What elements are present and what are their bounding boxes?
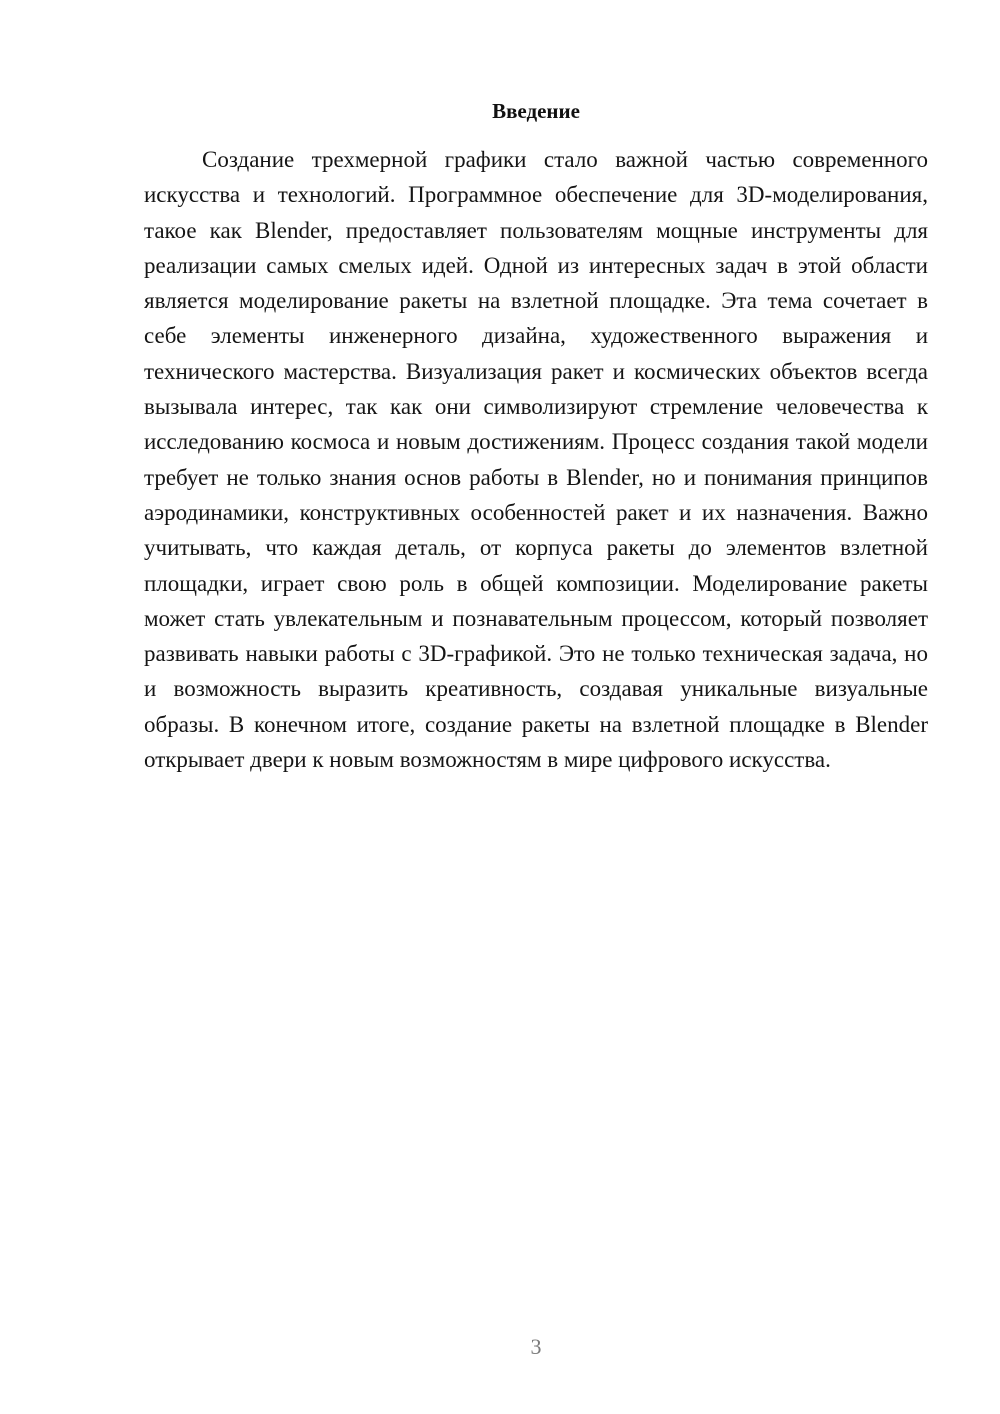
intro-paragraph: Создание трехмерной графики стало важной частью современного искусства и технологий. Программное обеспечение для 3D-моделирования, такое как Blender, предоставляет пользователям мощные инструменты для реализации самых смелых идей. Одной из интересных задач в этой области является моделирование ракеты на взлетной площадке. Эта тема сочетает в себе элементы инженерного дизайна, художественного выражения и технического мастерства. Визуализация ракет и космических объектов всегда вызывала интерес, так как они символизируют стремление человечества к исследованию космоса и новым достижениям. Процесс создания такой модели требует не только знания основ работы в Blender, но и понимания принципов аэродинамики, конструктивных особенностей ракет и их назначения. Важно учитывать, что каждая деталь, от корпуса ракеты до элементов взлетной площадки, играет свою роль в общей композиции. Моделирование ракеты может стать увлекательным и познавательным процессом, который позволяет развивать навыки работы с 3D-графикой. Это не только техническая задача, но и возможность выразить креативность, создавая уникальные визуальные образы. В конечном итоге, создание ракеты на взлетной площадке в Blender открывает двери к новым возможностям в мире цифрового искусства. [144, 147, 928, 773]
page-number: 3 [530, 1334, 542, 1359]
section-heading: Введение [492, 99, 580, 123]
